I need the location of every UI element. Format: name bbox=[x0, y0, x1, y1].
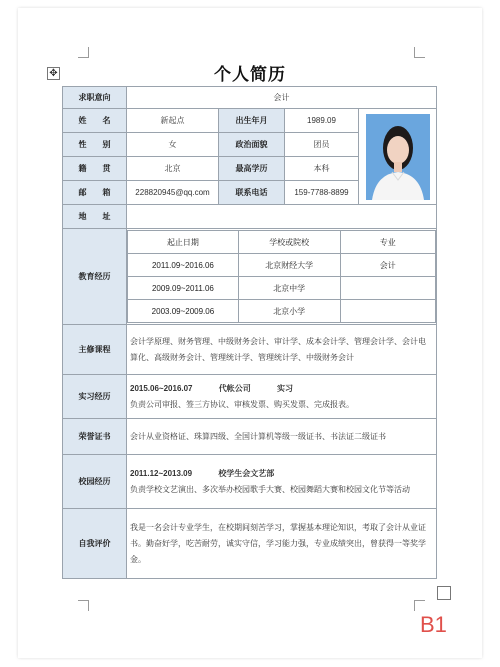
edu-header-school: 学校或院校 bbox=[238, 231, 340, 254]
education-label: 教育经历 bbox=[63, 229, 127, 325]
internship-header bbox=[130, 381, 433, 397]
certificates-label: 荣誉证书 bbox=[63, 419, 127, 455]
move-cross-icon[interactable]: ✥ bbox=[47, 67, 60, 80]
gender-label: 性 别 bbox=[63, 133, 127, 157]
edu-row-school[interactable]: 北京财经大学 bbox=[238, 254, 340, 277]
phone-label: 联系电话 bbox=[219, 181, 285, 205]
self-eval-text: 我是一名会计专业学生，在校期间刻苦学习，掌握基本理论知识，考取了会计从业证书。勤奋好学，吃苦耐劳，诚实守信，学习能力强，专业成绩突出，曾获得一等奖学金。 bbox=[130, 522, 426, 564]
political-value[interactable]: 团员 bbox=[285, 133, 359, 157]
internship-role: 实习 bbox=[276, 383, 293, 393]
birth-value[interactable]: 1989.09 bbox=[285, 109, 359, 133]
certificates-text: 会计从业资格证、珠算四级、全国计算机等级一级证书、书法证二级证书 bbox=[130, 431, 386, 441]
degree-label: 最高学历 bbox=[219, 157, 285, 181]
phone-value[interactable]: 159-7788-8899 bbox=[285, 181, 359, 205]
education-block bbox=[127, 229, 437, 325]
courses-cell[interactable] bbox=[127, 325, 437, 375]
job-intent-value[interactable]: 会计 bbox=[127, 87, 437, 109]
campus-desc: 负责学校文艺演出、多次举办校园歌手大赛、校园舞蹈大赛和校园文化节等活动 bbox=[130, 484, 410, 494]
edu-row-dates[interactable]: 2009.09~2011.06 bbox=[128, 277, 239, 300]
degree-value[interactable]: 本科 bbox=[285, 157, 359, 181]
campus-label: 校园经历 bbox=[63, 455, 127, 509]
certificates-cell[interactable] bbox=[127, 419, 437, 455]
corner-tag: B1 bbox=[420, 612, 447, 637]
origin-value[interactable]: 北京 bbox=[127, 157, 219, 181]
internship-label: 实习经历 bbox=[63, 375, 127, 419]
courses-text: 会计学原理、财务管理、中级财务会计、审计学、成本会计学、管理会计学、会计电算化、高级财务会计、管理统计学、管理统计学、中级财务会计 bbox=[130, 336, 426, 362]
gender-value[interactable]: 女 bbox=[127, 133, 219, 157]
resume-table bbox=[62, 86, 437, 579]
job-intent-label: 求职意向 bbox=[63, 87, 127, 109]
campus-cell[interactable] bbox=[127, 455, 437, 509]
internship-period: 2015.06~2016.07 bbox=[130, 383, 193, 393]
margin-corner-bottom-left bbox=[78, 600, 89, 611]
edu-header-major: 专业 bbox=[340, 231, 436, 254]
education-table bbox=[127, 230, 436, 323]
edu-header-dates: 起止日期 bbox=[128, 231, 239, 254]
name-value[interactable]: 新起点 bbox=[127, 109, 219, 133]
portrait-photo bbox=[366, 114, 430, 200]
edu-row-school[interactable]: 北京小学 bbox=[238, 300, 340, 323]
address-label: 地 址 bbox=[63, 205, 127, 229]
edu-row-school[interactable]: 北京中学 bbox=[238, 277, 340, 300]
photo-cell bbox=[359, 109, 437, 205]
edu-row-major[interactable]: 会计 bbox=[340, 254, 436, 277]
margin-corner-top-right bbox=[414, 47, 425, 58]
name-label: 姓 名 bbox=[63, 109, 127, 133]
campus-period: 2011.12~2013.09 bbox=[130, 468, 193, 478]
courses-label: 主修课程 bbox=[63, 325, 127, 375]
origin-label: 籍 贯 bbox=[63, 157, 127, 181]
internship-company: 代帐公司 bbox=[218, 383, 251, 393]
margin-corner-top-left bbox=[78, 47, 89, 58]
table-resize-handle[interactable] bbox=[437, 586, 451, 600]
internship-desc: 负责公司审报、签三方协议、审核发票、购买发票、完成报表。 bbox=[130, 399, 354, 409]
self-eval-cell[interactable] bbox=[127, 509, 437, 579]
margin-corner-bottom-right bbox=[414, 600, 425, 611]
political-label: 政治面貌 bbox=[219, 133, 285, 157]
campus-header bbox=[130, 466, 433, 482]
self-eval-label: 自我评价 bbox=[63, 509, 127, 579]
email-value[interactable]: 228820945@qq.com bbox=[127, 181, 219, 205]
edu-row-dates[interactable]: 2011.09~2016.06 bbox=[128, 254, 239, 277]
address-value[interactable] bbox=[127, 205, 437, 229]
edu-row-major[interactable] bbox=[340, 300, 436, 323]
campus-org: 校学生会文艺部 bbox=[218, 468, 275, 478]
edu-row-major[interactable] bbox=[340, 277, 436, 300]
email-label: 邮 箱 bbox=[63, 181, 127, 205]
internship-cell[interactable] bbox=[127, 375, 437, 419]
birth-label: 出生年月 bbox=[219, 109, 285, 133]
resume-title: 个人简历 bbox=[214, 65, 286, 85]
edu-row-dates[interactable]: 2003.09~2009.06 bbox=[128, 300, 239, 323]
